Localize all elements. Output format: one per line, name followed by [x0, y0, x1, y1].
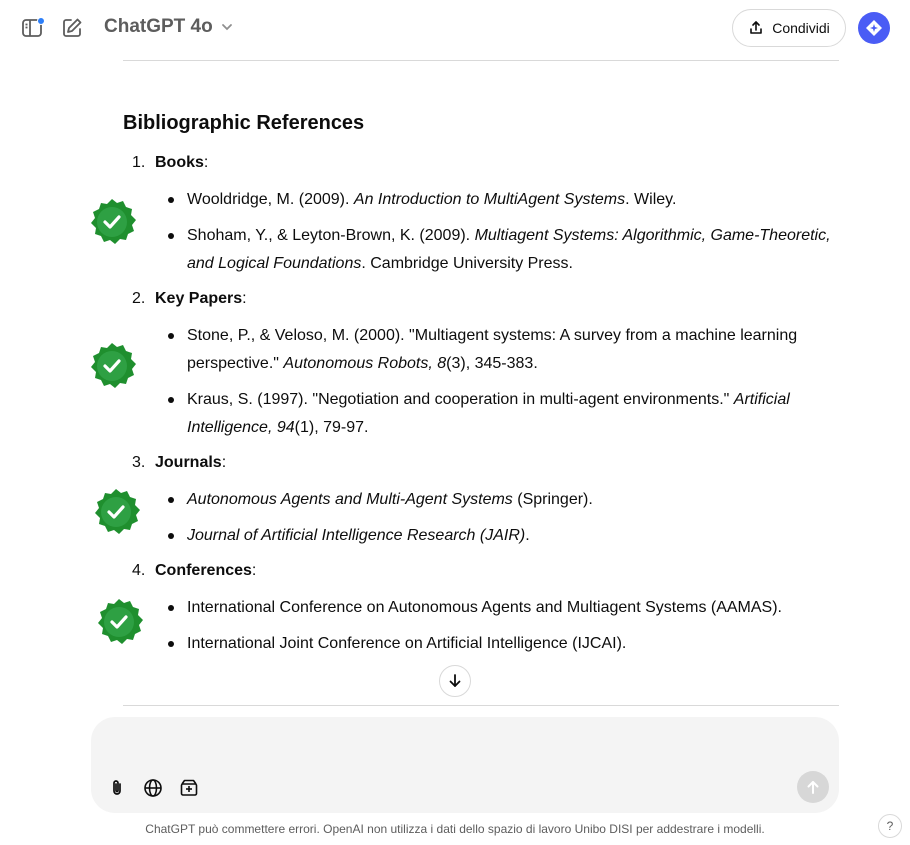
globe-icon[interactable]: [141, 776, 165, 800]
scroll-down-button[interactable]: [439, 665, 471, 697]
model-selector[interactable]: [104, 16, 233, 38]
reference-item: Stone, P., & Veloso, M. (2000). "Multiagent systems: A survey from a machine learning perspective." Autonomous Robots, 8(3), 345-383.: [187, 327, 798, 372]
notification-dot: [37, 17, 45, 25]
canvas-icon[interactable]: [177, 776, 201, 800]
list-number: 1.: [132, 154, 146, 171]
model-name: ChatGPT 4o: [104, 16, 213, 37]
category-heading: Conferences:: [155, 562, 257, 579]
verified-badge-icon: [90, 487, 142, 539]
bullet: [168, 397, 174, 403]
bullet: [168, 641, 174, 647]
verified-badge-icon: [93, 597, 145, 649]
new-chat-icon[interactable]: [60, 16, 84, 40]
reference-item: Wooldridge, M. (2009). An Introduction to MultiAgent Systems. Wiley.: [187, 191, 677, 208]
reference-item: International Conference on Autonomous Agents and Multiagent Systems (AAMAS).: [187, 599, 782, 616]
chevron-down-icon: [221, 21, 233, 33]
bullet: [168, 333, 174, 339]
gpt-avatar-icon[interactable]: [858, 12, 890, 44]
list-number: 2.: [132, 290, 146, 307]
send-button[interactable]: [797, 771, 829, 803]
divider: [123, 705, 839, 706]
bullet: [168, 233, 174, 239]
category-heading: Key Papers:: [155, 290, 247, 307]
section-title: Bibliographic References: [123, 112, 365, 134]
paperclip-icon[interactable]: [105, 776, 129, 800]
bullet: [168, 533, 174, 539]
bullet: [168, 497, 174, 503]
verified-badge-icon: [86, 341, 138, 393]
reference-item: Autonomous Agents and Multi-Agent Systems (Springer).: [187, 491, 593, 508]
share-button[interactable]: [732, 9, 846, 47]
category-heading: Books:: [155, 154, 209, 171]
divider: [123, 60, 839, 61]
reference-item: Shoham, Y., & Leyton-Brown, K. (2009). Multiagent Systems: Algorithmic, Game-Theoretic, and Logical Foundations. Cambridge University Press.: [187, 227, 831, 272]
arrow-down-icon: [447, 673, 463, 689]
arrow-up-icon: [805, 779, 821, 795]
help-button[interactable]: ?: [878, 814, 902, 838]
bullet: [168, 605, 174, 611]
reference-item: International Joint Conference on Artificial Intelligence (IJCAI).: [187, 635, 627, 652]
reference-item: Journal of Artificial Intelligence Research (JAIR).: [187, 527, 530, 544]
message-composer[interactable]: [91, 717, 839, 813]
bullet: [168, 197, 174, 203]
share-icon: [748, 20, 764, 36]
verified-badge-icon: [86, 197, 138, 249]
list-number: 3.: [132, 454, 146, 471]
top-bar: [0, 0, 910, 56]
list-number: 4.: [132, 562, 146, 579]
share-label: Condividi: [772, 20, 830, 36]
reference-item: Kraus, S. (1997). "Negotiation and cooperation in multi-agent environments." Artificial Intelligence, 94(1), 79-97.: [187, 391, 790, 436]
disclaimer-text: ChatGPT può commettere errori. OpenAI non utilizza i dati dello spazio di lavoro Unibo DISI per addestrare i modelli.: [145, 822, 765, 836]
category-heading: Journals:: [155, 454, 227, 471]
